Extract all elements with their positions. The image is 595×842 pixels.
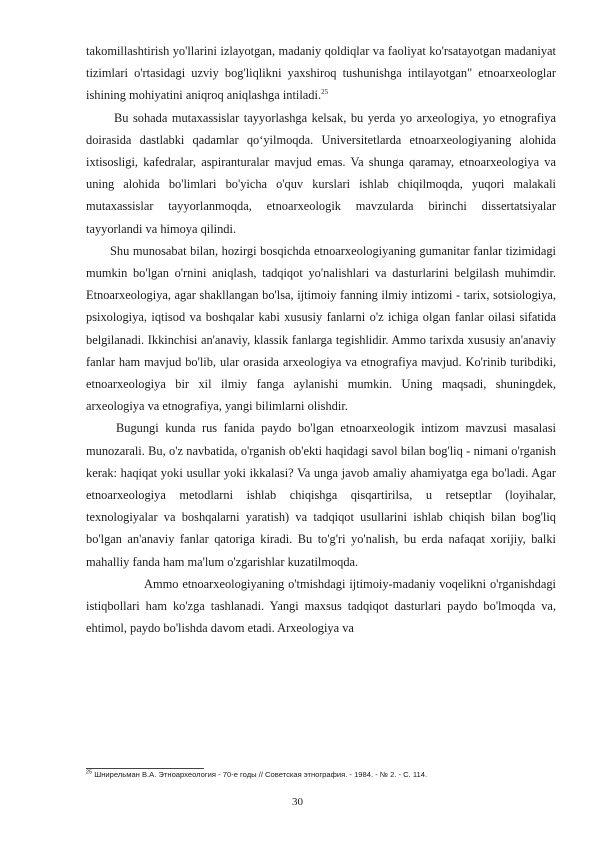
paragraph-5: Ammo etnoarxeologiyaning o'tmishdagi ijtimoiy-madaniy voqelikni o'rganishdagi istiqbollari ham ko'zga tashlanadi. Yangi maxsus tadqiqot dasturlari paydo bo'lmoqda va, ehtimol, paydo bo'lishda davom etadi. Arxeologiya va: [86, 576, 556, 636]
paragraph-4: Bugungi kunda rus fanida paydo bo'lgan etnoarxeologik intizom mavzusi masalasi munozarali. Bu, o'z navbatida, o'rganish ob'ekti haqidagi savol bilan bog'liq - nimani o'rganish kerak: haqiqat yoki usullar yoki ikkalasi? Va unga javob amaliy ahamiyatga ega bo'ladi. Agar etnoarxeologiya metodlarni ishlab chiqishga qisqartirilsa, u retseptlar (loyihalar, texnologiyalar va boshqalarni yaratish) va tadqiqot usullarini ishlab chiqish bilan bog'liq bo'lgan an'anaviy fanlar qatoriga kiradi. Bu to'g'ri yo'nalish, bu erda nafaqat xorijiy, balki mahalliy fanda ham ma'lum o'zgarishlar kuzatilmoqda.: [86, 421, 556, 569]
page-number: 30: [292, 796, 303, 808]
footnote-number: 25: [86, 769, 93, 776]
footnote-text: Шнирельман В.А. Этноархеология - 70-е годы // Советская этнография. - 1984. - № 2. - С. 114.: [94, 770, 428, 779]
footnote: [86, 770, 556, 779]
footnote-divider: [86, 768, 204, 769]
document-body: [86, 40, 556, 639]
paragraph-1-text: takomillashtirish yo'llarini izlayotgan, madaniy qoldiqlar va faoliyat ko'rsatayotgan madaniyat tizimlari o'rtasidagi uzviy bog'liqlikni yaxshiroq tushunishga intilayotgan" etnoarxeologlar ishining mohiyatini aniqroq aniqlashga intiladi.: [86, 44, 556, 103]
paragraph-2: Bu sohada mutaxassislar tayyorlashga kelsak, bu yerda yo arxeologiya, yo etnografiya doirasida dastlabki qadamlar qo‘yilmoqda. Universitetlarda etnoarxeologiyaning alohida ixtisosligi, kafedralar, aspiranturalar mavjud emas. Va shunga qaramay, etnoarxeologiya va uning alohida bo'limlari bo'yicha o'quv kurslari ishlab chiqilmoqda, yuqori malakali mutaxassislar tayyorlanmoqda, etnoarxeologik mavzularda birinchi dissertatsiyalar tayyorlandi va himoya qilindi.: [86, 110, 556, 236]
paragraph-1: [86, 40, 556, 107]
footnote-reference[interactable]: 25: [321, 88, 329, 97]
paragraph-3: Shu munosabat bilan, hozirgi bosqichda etnoarxeologiyaning gumanitar fanlar tizimidagi mumkin bo'lgan o'rnini aniqlash, tadqiqot yo'nalishlari va dasturlarini belgilash muhimdir. Etnoarxeologiya, agar shakllangan bo'lsa, ijtimoiy fanning ilmiy intizomi - tarix, sotsiologiya, psixologiya, iqtisod va boshqalar kabi xususiy fanlarni o'z ichiga olgan fanlar oilasi sifatida belgilanadi. Ikkinchisi an'anaviy, klassik fanlarga tegishlidir. Ammo tarixda xususiy an'anaviy fanlar ham mavjud bo'lib, ular orasida arxeologiya va etnografiya mavjud. Ko'rinib turibdiki, etnoarxeologiya bir xil ilmiy fanga aylanishi mumkin. Uning maqsadi, shuningdek, arxeologiya va etnografiya, yangi bilimlarni olishdir.: [86, 243, 556, 414]
